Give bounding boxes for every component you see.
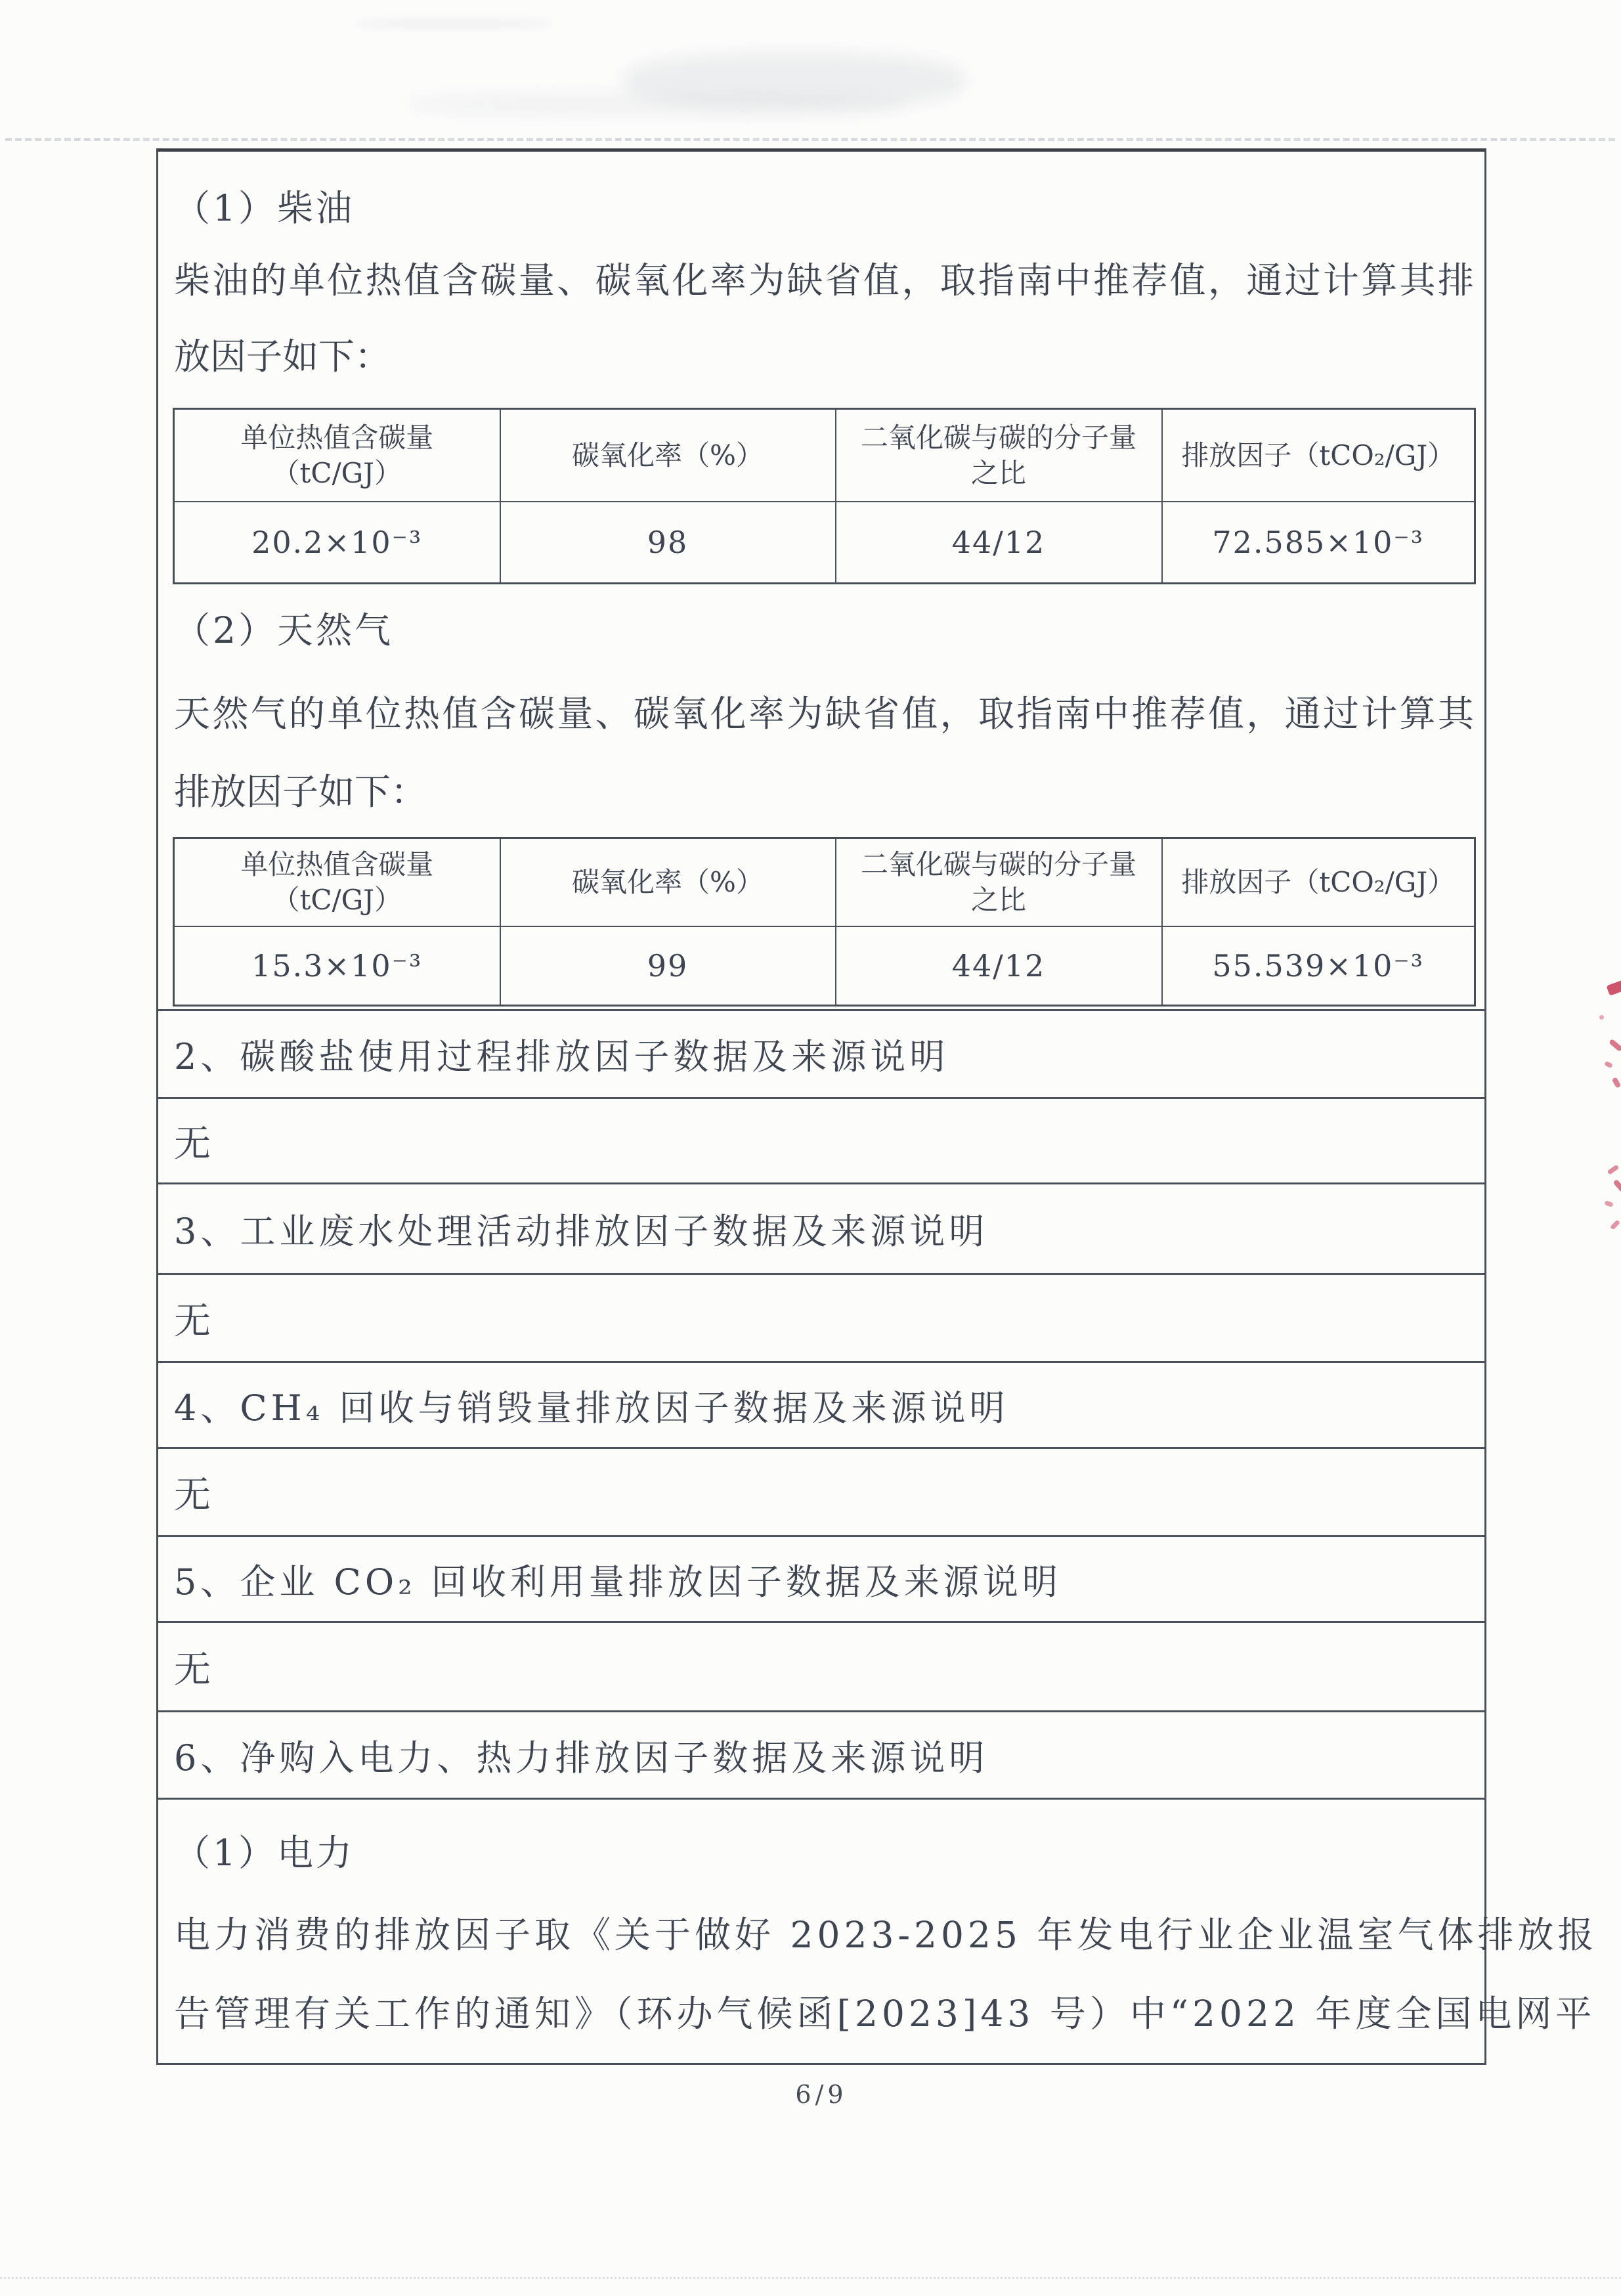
table-data-row (174, 502, 1475, 584)
scan-artifact-line (5, 138, 1615, 141)
header-line: 之比 (970, 884, 1026, 916)
gas-paragraph-line2: 排放因子如下： (174, 771, 427, 813)
value-carbon-content: 20.2×10⁻³ (174, 502, 500, 584)
diesel-paragraph-line1: 柴油的单位热值含碳量、碳氧化率为缺省值，取指南中推荐值，通过计算其排 (174, 259, 1474, 301)
header-line: 单位热值含碳量 (240, 848, 434, 880)
header-line: 之比 (970, 456, 1026, 489)
header-cell-molecular-ratio (836, 838, 1162, 927)
red-pen-mark (1607, 976, 1621, 995)
scan-noise-band (0, 2277, 1621, 2285)
gas-heading: （2）天然气 (174, 609, 393, 651)
table-header-row (174, 409, 1475, 502)
value-molecular-ratio: 44/12 (836, 502, 1162, 584)
value-carbon-content: 15.3×10⁻³ (174, 926, 500, 1006)
page-number: 6/9 (795, 2080, 848, 2109)
red-pen-mark (1613, 1179, 1621, 1192)
red-pen-mark (1604, 1061, 1613, 1068)
red-pen-mark (1604, 1200, 1614, 1207)
section-title-row-3: 3、工业废水处理活动排放因子数据及来源说明 (158, 1182, 1484, 1273)
electricity-section-cell (158, 1798, 1598, 2066)
diesel-paragraph-line2: 放因子如下： (174, 336, 391, 378)
gas-factor-table (173, 837, 1476, 1007)
header-line: （tC/GJ） (272, 456, 402, 489)
table-header-row (174, 838, 1475, 927)
red-pen-mark (1607, 1164, 1620, 1175)
header-cell-oxidation-rate (500, 409, 836, 502)
value-molecular-ratio: 44/12 (836, 926, 1162, 1006)
header-cell-emission-factor (1162, 409, 1475, 502)
section-value-row-5: 无 (158, 1621, 1484, 1710)
header-cell-carbon-content (174, 838, 500, 927)
header-cell-emission-factor (1162, 838, 1475, 927)
diesel-factor-table (173, 408, 1476, 584)
scan-smudge (355, 18, 551, 29)
header-line: （tC/GJ） (272, 884, 402, 916)
gas-paragraph-line1: 天然气的单位热值含碳量、碳氧化率为缺省值，取指南中推荐值，通过计算其 (174, 693, 1474, 735)
section-value-row-2: 无 (158, 1097, 1484, 1182)
header-line: 碳氧化率（%） (572, 866, 764, 898)
value-oxidation-rate: 99 (500, 926, 836, 1006)
section-title-row-2: 2、碳酸盐使用过程排放因子数据及来源说明 (158, 1009, 1484, 1097)
header-line: 排放因子（tCO₂/GJ） (1181, 866, 1456, 898)
scan-smudge (407, 92, 906, 117)
section-title-row-6: 6、净购入电力、热力排放因子数据及来源说明 (158, 1710, 1484, 1798)
value-emission-factor: 72.585×10⁻³ (1162, 502, 1475, 584)
section-value-row-3: 无 (158, 1273, 1484, 1361)
header-line: 二氧化碳与碳的分子量 (860, 421, 1136, 454)
header-line: 二氧化碳与碳的分子量 (860, 848, 1136, 880)
red-pen-mark (1612, 1077, 1621, 1089)
header-line: 单位热值含碳量 (240, 421, 434, 454)
section-title-row-5: 5、企业 CO₂ 回收利用量排放因子数据及来源说明 (158, 1535, 1484, 1621)
section-value-row-4: 无 (158, 1447, 1484, 1535)
content-box (156, 148, 1598, 2065)
header-line: 碳氧化率（%） (572, 439, 764, 471)
header-cell-oxidation-rate (500, 838, 836, 927)
header-line: 排放因子（tCO₂/GJ） (1181, 439, 1456, 471)
header-cell-molecular-ratio (836, 409, 1162, 502)
section-title-row-4: 4、CH₄ 回收与销毁量排放因子数据及来源说明 (158, 1361, 1484, 1447)
table-data-row (174, 926, 1475, 1006)
header-cell-carbon-content (174, 409, 500, 502)
red-pen-mark (1609, 1039, 1621, 1052)
red-pen-mark (1599, 1015, 1604, 1020)
red-pen-mark (1610, 1219, 1620, 1230)
diesel-heading: （1）柴油 (174, 187, 355, 229)
electricity-paragraph-line2: 告管理有关工作的通知》（环办气候函[2023]43 号）中“2022 年度全国电网平 (174, 1993, 1596, 2035)
electricity-paragraph-line1: 电力消费的排放因子取《关于做好 2023-2025 年发电行业企业温室气体排放报 (174, 1914, 1598, 1956)
value-emission-factor: 55.539×10⁻³ (1162, 926, 1475, 1006)
electricity-sub-heading: （1）电力 (174, 1832, 355, 1874)
value-oxidation-rate: 98 (500, 502, 836, 584)
